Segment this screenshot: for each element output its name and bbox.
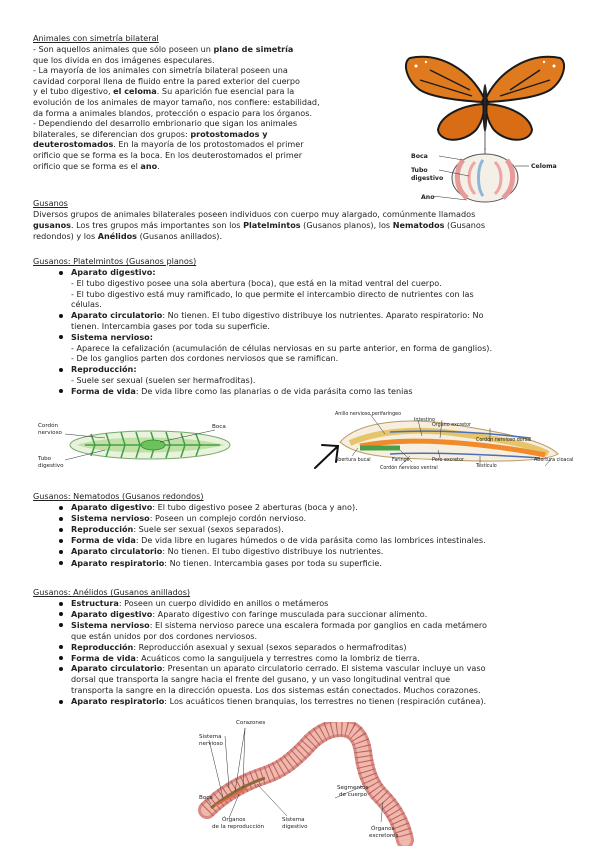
item-label: Aparato respiratorio [71,557,165,568]
nematode-label-testiculo: Testículo [476,464,497,469]
item-label: Reproducción [71,524,134,535]
worm-label-organos-excretores-a: Órganos [371,826,395,832]
nematodos-item [71,558,382,569]
bilateral-line [33,97,320,108]
text-run: Diversos grupos de animales bilaterales poseen individuos con cuerpo muy alargado, comúnmente llamados [33,209,476,219]
item-text: : El tubo digestivo posee 2 aberturas (boca y ano). [152,502,358,512]
platelmintos-item [71,364,137,375]
bold-term: el celoma [113,86,157,97]
nematode-label-abertura-cloacal: Abertura cloacal [534,458,574,463]
nematode-label-intestino: Intestino [414,418,435,423]
planaria-label-cordon: Cordón [38,423,59,429]
label-ano: Ano [421,194,435,201]
platelmintos-item [71,332,153,343]
item-label: Sistema nervioso: [71,331,153,342]
planaria-label-tubo: Tubo [38,456,52,462]
nematodos-item [71,502,358,513]
bilateral-line [33,129,268,140]
bold-term: Anélidos [97,230,137,241]
anelidos-item [71,609,427,620]
gusanos-line [33,209,475,220]
platelmintos-item [71,386,413,397]
item-text: : Presentan un aparato circulatorio cerrado. El sistema vascular incluye un vaso [162,663,486,674]
text-run: - Dependiendo del desarrollo embrionario que sigan los animales [33,118,298,129]
butterfly-icon [406,57,564,150]
worm-label-nervioso: nervioso [199,741,223,747]
worm-label-de-cuerpo: de cuerpo [339,792,368,798]
item-label: Forma de vida [71,535,136,546]
planaria-label-boca: Boca [212,424,226,430]
nematodos-item [71,513,306,524]
item-text: : Reproducción asexual y sexual (sexos separados o hermafroditas) [133,641,407,652]
item-label: Reproducción: [71,364,137,375]
bullet-dot [59,506,63,510]
worm-label-segmentos: Segmentos [337,785,369,791]
bilateral-line [33,55,215,66]
text-run: cavidad corporal llena de fluido entre la pared exterior del cuerpo [33,75,300,86]
nematode-label-faringe: Faringe [392,458,410,463]
text-run: - La mayoría de los animales con simetría bilateral poseen una [33,65,288,76]
worm-label-corazones: Corazones [236,720,266,726]
bilateral-line [33,44,293,55]
bullet-dot [59,517,63,521]
platelmintos-subline: - Suele ser sexual (suelen ser hermafroditas). [71,375,256,385]
anelidos-item [71,598,328,609]
bilateral-line [33,86,294,97]
bullet-dot [59,561,63,565]
label-digestivo: digestivo [411,175,444,182]
bold-term: Platelmintos [243,219,301,230]
bold-term: ano [140,160,158,171]
bilateral-line [33,139,304,150]
item-text: : Poseen un complejo cordón nervioso. [149,513,307,524]
label-boca: Boca [411,153,428,160]
bilateral-line [33,161,160,172]
bilateral-line [33,65,288,76]
item-text: : De vida libre en lugares húmedos o de vida parásita como las lombrices intestinales. [135,535,486,546]
text-run: orificio que se forma es el [33,160,141,171]
item-label: Reproducción [71,641,134,652]
section-title-nematodos: Gusanos: Nematodos (Gusanos redondos) [33,491,204,501]
item-text: : Suele ser sexual (sexos separados). [133,524,284,535]
anelidos-item [71,663,486,674]
planaria-figure [35,420,235,470]
section-title-bilateral: Animales con simetría bilateral [33,33,159,43]
item-label: Aparato respiratorio [71,696,165,707]
item-text: : Aparato digestivo con faringe musculada para succionar alimento. [152,608,428,619]
anelidos-item [71,653,420,664]
item-label: Forma de vida [71,652,136,663]
bullet-dot [59,623,63,627]
platelmintos-item [71,267,156,278]
section-title-anelidos: Gusanos: Anélidos (Gusanos anillados) [33,587,191,597]
item-label: Aparato digestivo [71,502,153,512]
worm-label-organos-excretores-b: excretores [369,833,399,839]
text-run: (Gusanos [444,219,486,230]
item-text: : El sistema nervioso parece una escalera formada por ganglios en cada metámero [149,619,487,630]
gusanos-line [33,231,222,242]
bold-term: plano de simetría [213,44,294,54]
nematode-label-poro: Poro excretor [432,458,464,463]
item-label: Forma de vida [71,385,136,396]
nematode-label-cordon-ventral: Cordón nervioso ventral [380,466,438,471]
bullet-dot [59,389,63,393]
item-text: : De vida libre como las planarias o de vida parásita como las tenias [135,385,413,396]
text-run: evolución de los animales de mayor tamaño, nos confiere: estabilidad, [33,97,320,107]
nematode-label-abertura-bucal: Abertura bucal [335,458,371,463]
anelidos-continuation: dorsal que transporta la sangre hacia el frente del gusano, y un vaso longitudinal ventral que [71,674,451,685]
item-text: : Los acuáticos tienen branquias, los terrestres no tienen (respiración cutánea). [164,696,487,707]
text-run: y el tubo digestivo, [33,86,114,97]
text-run: da forma a animales blandos, protección o espacio para los órganos. [33,107,313,118]
butterfly-figure [400,50,570,150]
item-label: Aparato circulatorio [71,663,163,674]
text-run: que los divida en dos imágenes especulares. [33,54,215,65]
anelidos-continuation: transporta la sangre en la dirección opuesta. Los dos sistemas están conectados. Muchos corazones. [71,685,481,696]
bilateral-line [33,118,297,129]
worm-label-reproduccion: de la reproducción [212,824,265,830]
platelmintos-subline: células. [71,299,102,310]
bullet-dot [59,368,63,372]
planaria-label-nervioso: nervioso [38,430,62,436]
worm-label-sistema-digestivo-b: digestivo [282,824,308,830]
nematode-label-cordon-dorsal: Cordón nervioso dorsal [476,438,532,443]
nematode-label-anillo: Anillo nervioso perifaríngeo [335,412,402,417]
bullet-dot [59,667,63,671]
bullet-dot [59,645,63,649]
item-text: : Acuáticos como la sanguijuela y terrestres como la lombriz de tierra. [135,652,420,663]
worm-label-organos: Órganos [222,817,246,823]
nematode-label-organo: Órgano excretor [432,423,472,428]
platelmintos-subline: - El tubo digestivo está muy ramificado, lo que permite el intercambio directo de nutrientes con las [71,288,474,299]
bilateral-line [33,76,300,87]
text-run: . En la mayoría de los protostomados el primer [113,139,304,150]
bullet-dot [59,550,63,554]
text-run: bilaterales, se diferencian dos grupos: [33,128,191,139]
item-text: : Poseen un cuerpo dividido en anillos o metámeros [118,598,329,608]
bold-term: protostomados y [190,128,268,139]
worm-label-boca: Boca [199,795,213,801]
item-label: Aparato digestivo: [71,267,156,277]
bullet-dot [59,700,63,704]
text-run: (Gusanos anillados). [137,230,223,241]
anelidos-item [71,620,487,631]
platelmintos-subline: - De los ganglios parten dos cordones nerviosos que se ramifican. [71,353,339,364]
platelmintos-item [71,310,484,321]
bullet-dot [59,271,63,275]
bullet-dot [59,335,63,339]
item-label: Sistema nervioso [71,619,150,630]
gusanos-line [33,220,485,231]
anelidos-item [71,642,406,653]
item-text: : No tienen. Intercambia gases por toda su superficie. [164,557,382,568]
nematodos-item [71,546,383,557]
worm-label-sistema-digestivo-a: Sistema [282,817,305,823]
text-run: redondos) y los [33,230,98,241]
item-label: Estructura [71,598,119,608]
bold-term: Nematodos [392,219,445,230]
worm-label-sistema: Sistema [199,734,222,740]
nematodos-item [71,524,284,535]
bullet-dot [59,602,63,606]
label-tubo: Tubo [411,167,428,174]
nematodos-item [71,535,486,546]
anelidos-continuation: que están unidos por dos cordones nerviosos. [71,630,258,641]
text-run: - Son aquellos animales que sólo poseen un [33,44,214,54]
section-title-platelmintos: Gusanos: Platelmintos (Gusanos planos) [33,256,197,266]
text-run: . [157,160,160,171]
bold-term: gusanos [33,219,71,230]
platelmintos-subline: - Aparece la cefalización (acumulación de células nerviosas en su parte anterior, en forma de ganglios). [71,342,493,353]
item-label: Aparato circulatorio [71,546,163,557]
platelmintos-subline: tienen. Intercambia gases por toda su superficie. [71,321,270,331]
planaria-label-digestivo: digestivo [38,463,64,469]
bullet-dot [59,528,63,532]
text-run: . Su aparición fue esencial para la [156,86,295,97]
item-text: : No tienen. El tubo digestivo distribuye los nutrientes. [162,546,384,557]
item-label: Aparato circulatorio [71,310,163,321]
bilateral-line [33,108,312,119]
item-label: Aparato digestivo [71,608,153,619]
platelmintos-subline: - El tubo digestivo posee una sola abertura (boca), que está en la mitad ventral del cuerpo. [71,277,442,288]
section-title-gusanos: Gusanos [33,198,68,208]
bullet-dot [59,612,63,616]
bold-term: deuterostomados [33,139,114,150]
item-text: : No tienen. El tubo digestivo distribuye los nutrientes. Aparato respiratorio: No [162,310,484,321]
text-run: orificio que se forma es la boca. En los deuterostomados el primer [33,150,303,160]
bilateral-line [33,150,302,161]
text-run: . Los tres grupos más importantes son los [70,219,244,230]
item-label: Sistema nervioso [71,513,150,524]
bullet-dot [59,539,63,543]
bullet-dot [59,314,63,318]
anelidos-item [71,696,486,707]
bullet-dot [59,656,63,660]
label-celoma: Celoma [531,163,557,170]
text-run: (Gusanos planos), los [300,219,393,230]
